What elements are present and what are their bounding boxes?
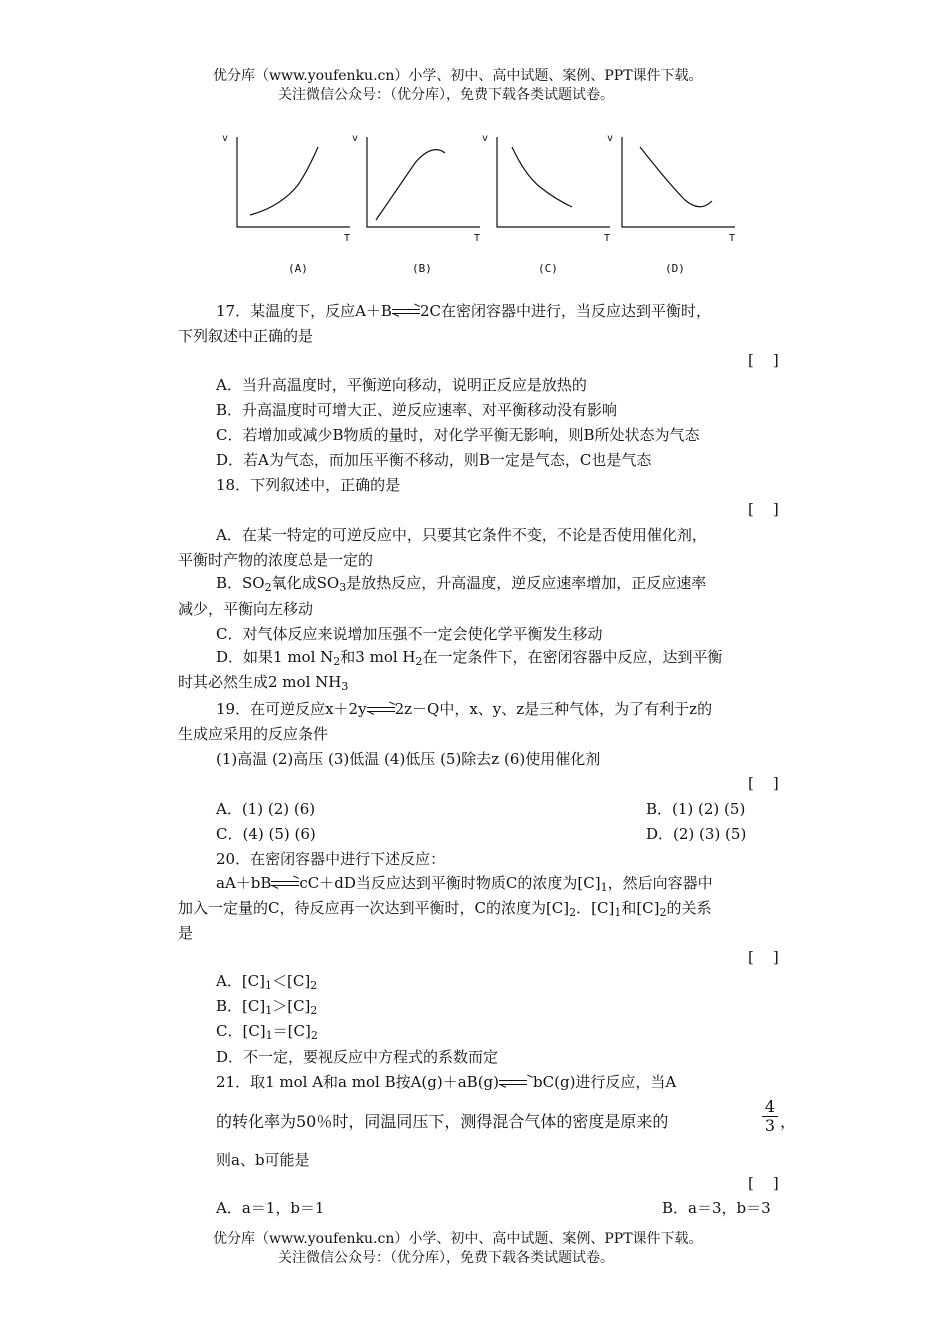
q17-answer-bracket[interactable]: [ ] — [748, 351, 779, 369]
q20-option-a: A．$[C]_1<[C]_2$ — [216, 972, 318, 992]
graph-b-ylabel: v — [352, 133, 359, 144]
equilibrium-arrow-icon — [367, 704, 395, 716]
header-line-2: 关注微信公众号：（优分库），免费下载各类试题试卷。 — [278, 87, 614, 103]
q21-answer-bracket[interactable]: [ ] — [748, 1174, 779, 1192]
graph-d-curve — [640, 147, 712, 207]
q21-option-b: B．a＝3，b＝3 — [662, 1199, 771, 1217]
q20-stem-line2: aA＋bB cC＋dD当反应达到平衡时物质C的浓度为$[C]_1$，然后向容器中 — [216, 874, 713, 894]
q20-stem: 20．在密闭容器中进行下述反应： — [216, 850, 446, 868]
q17-option-d: D．若A为气态，而加压平衡不移动，则B一定是气态，C也是气态 — [216, 451, 652, 469]
q20-stem-line4: 是 — [178, 924, 194, 942]
q18-stem: 18．下列叙述中，正确的是 — [216, 476, 401, 494]
graph-c-caption: (C) — [538, 262, 558, 275]
q19-conditions: (1)高温 (2)高压 (3)低温 (4)低压 (5)除去z (6)使用催化剂 — [216, 750, 601, 768]
q19-option-a: A．(1) (2) (6) — [216, 800, 316, 818]
q17-stem-cont: 下列叙述中正确的是 — [178, 327, 314, 345]
graph-d-ylabel: v — [607, 133, 614, 144]
q21-fraction: 4 3 — [762, 1098, 778, 1135]
graph-b-curve — [376, 150, 445, 220]
q19-answer-bracket[interactable]: [ ] — [748, 774, 779, 792]
q19-option-c: C．(4) (5) (6) — [216, 825, 316, 843]
footer-line-1: 优分库（www.youfenku.cn）小学、初中、高中试题、案例、PPT课件下载。 — [213, 1231, 703, 1247]
q19-stem: 19．在可逆反应x＋2y 2z－Q中，x、y、z是三种气体，为了有利于z的 — [216, 700, 713, 718]
q17-option-c: C．若增加或减少B物质的量时，对化学平衡无影响，则B所处状态为气态 — [216, 426, 700, 444]
graph-c-curve — [512, 147, 572, 207]
q18-option-b: B．$SO_2$氧化成$SO_3$是放热反应，升高温度，逆反应速率增加，正反应速率 — [216, 574, 707, 594]
graph-d-xlabel: T — [729, 233, 736, 244]
q18-option-d: D．如果1 mol $N_2$和3 mol $H_2$在一定条件下，在密闭容器中反应，达到平衡 — [216, 648, 723, 668]
graph-b-caption: (B) — [412, 262, 432, 275]
q18-option-a: A．在某一特定的可逆反应中，只要其它条件不变，不论是否使用催化剂， — [216, 526, 707, 544]
equilibrium-arrow-icon — [499, 1077, 533, 1089]
q19-option-b: B．(1) (2) (5) — [646, 800, 746, 818]
graph-b-axes — [367, 137, 480, 227]
q21-stem-line2: 的转化率为50％时，同温同压下，测得混合气体的密度是原来的 — [216, 1112, 669, 1131]
q18-answer-bracket[interactable]: [ ] — [748, 500, 779, 518]
velocity-temperature-graphs — [210, 125, 750, 250]
graph-c-xlabel: T — [604, 233, 611, 244]
graph-a-caption: (A) — [288, 262, 308, 275]
q19-stem-cont: 生成应采用的反应条件 — [178, 725, 329, 743]
q19-option-d: D．(2) (3) (5) — [646, 825, 747, 843]
graph-d-caption: (D) — [665, 262, 685, 275]
q20-option-c: C．$[C]_1=[C]_2$ — [216, 1022, 318, 1042]
q17-stem: 17．某温度下，反应A＋B 2C在密闭容器中进行，当反应达到平衡时， — [216, 302, 711, 320]
equilibrium-arrow-icon — [392, 306, 420, 318]
q20-answer-bracket[interactable]: [ ] — [748, 948, 779, 966]
graph-d-axes — [622, 137, 735, 227]
graph-a-xlabel: T — [344, 233, 351, 244]
graph-a-ylabel: v — [222, 133, 229, 144]
header-line-1: 优分库（www.youfenku.cn）小学、初中、高中试题、案例、PPT课件下载。 — [213, 68, 703, 84]
q18-option-c: C．对气体反应来说增加压强不一定会使化学平衡发生移动 — [216, 625, 603, 643]
q21-stem: 21．取1 mol A和a mol B按A(g)＋aB(g) bC(g)进行反应，当A — [216, 1073, 677, 1091]
q17-option-b: B．升高温度时可增大正、逆反应速率、对平衡移动没有影响 — [216, 401, 618, 419]
q17-option-a: A．当升高温度时，平衡逆向移动，说明正反应是放热的 — [216, 376, 587, 394]
q18-option-b-cont: 减少，平衡向左移动 — [178, 600, 314, 618]
graph-a-curve — [250, 147, 318, 215]
q18-option-a-cont: 平衡时产物的浓度总是一定的 — [178, 551, 374, 569]
q21-stem-line3: 则a、b可能是 — [216, 1151, 310, 1169]
q20-option-b: B．$[C]_1>[C]_2$ — [216, 997, 318, 1017]
graph-b-xlabel: T — [474, 233, 481, 244]
footer-line-2: 关注微信公众号：（优分库），免费下载各类试题试卷。 — [278, 1250, 614, 1266]
q18-option-d-cont: 时其必然生成2 mol $NH_3$ — [178, 673, 349, 693]
q20-stem-line3: 加入一定量的C，待反应再一次达到平衡时，C的浓度为$[C]_2$．$[C]_1$和$[C]_2$的关系 — [178, 899, 712, 919]
equilibrium-arrow-icon — [271, 878, 299, 890]
q21-comma: ， — [780, 1112, 797, 1131]
q20-option-d: D．不一定，要视反应中方程式的系数而定 — [216, 1048, 499, 1066]
graph-c-ylabel: v — [482, 133, 489, 144]
q21-option-a: A．a＝1，b＝1 — [216, 1199, 325, 1217]
